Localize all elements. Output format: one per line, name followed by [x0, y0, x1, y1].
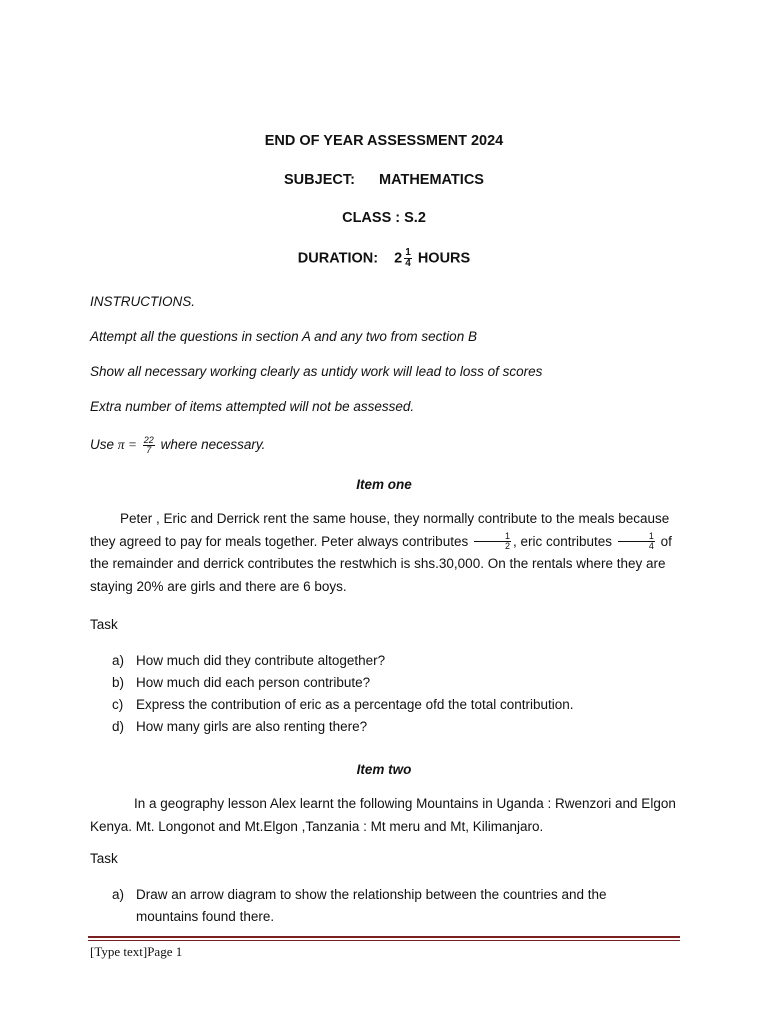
task-item — [112, 672, 672, 694]
eric-fraction-numerator: 1 — [618, 532, 655, 542]
duration-denominator: 4 — [405, 258, 411, 269]
eric-fraction — [618, 532, 655, 551]
duration-label: DURATION: — [297, 250, 379, 267]
task-marker: c) — [112, 697, 124, 712]
footer-rule-thick — [88, 936, 680, 938]
task-item — [112, 694, 672, 716]
class-line — [0, 210, 768, 226]
class-value: S.2 — [404, 210, 426, 226]
item-one-paragraph — [90, 508, 680, 598]
exam-title: END OF YEAR ASSESSMENT 2024 — [264, 133, 504, 149]
pi-instruction — [90, 430, 265, 460]
task-marker: a) — [112, 887, 125, 902]
pi-prefix: Use — [90, 437, 115, 452]
item-two-task-label: Task — [90, 851, 118, 866]
task-item — [112, 650, 672, 672]
item-one-text-2: , eric contributes — [513, 533, 613, 549]
item-one-task-label: Task — [90, 617, 118, 632]
task-text: How much did they contribute altogether? — [136, 653, 386, 668]
item-one-text-1: Peter , Eric and Derrick rent the same house, they normally contribute to the meals because they agreed to pay for meals together. Peter always contributes — [90, 511, 670, 549]
instruction-1: Attempt all the questions in section A and any two from section B — [90, 329, 477, 344]
peter-fraction-numerator: 1 — [474, 532, 511, 542]
pi-denominator: 7 — [146, 444, 152, 455]
task-marker: d) — [112, 719, 125, 734]
duration-unit: HOURS — [417, 250, 471, 267]
item-one-title: Item one — [356, 477, 412, 492]
instructions-title: INSTRUCTIONS. — [90, 294, 196, 309]
instruction-3: Extra number of items attempted will not be assessed. — [90, 399, 415, 414]
task-text: Express the contribution of eric as a percentage ofd the total contribution. — [136, 697, 574, 712]
class-label: CLASS : — [342, 210, 401, 226]
peter-fraction — [474, 532, 511, 551]
task-item — [112, 884, 672, 928]
item-two-task-list — [112, 884, 672, 928]
task-marker: a) — [112, 653, 125, 668]
subject-line — [0, 172, 768, 188]
duration-numerator: 1 — [405, 247, 411, 258]
item-two-paragraph: In a geography lesson Alex learnt the following Mountains in Uganda : Rwenzori and Elgon Kenya. Mt. Longonot and Mt.Elgon ,Tanzania : Mt meru and Mt, Kilimanjaro. — [90, 796, 676, 834]
item-two-title: Item two — [356, 762, 412, 777]
footer-rule-thin — [88, 940, 680, 941]
item-one-text-3: of the remainder and derrick contributes the restwhich is shs.30,000. On the rentals where they are staying 20% are girls and there are 6 boys. — [90, 533, 672, 594]
eric-fraction-denominator: 4 — [648, 541, 654, 552]
task-text: How much did each person contribute? — [136, 675, 371, 690]
task-marker: b) — [112, 675, 125, 690]
pi-numerator: 22 — [143, 434, 154, 445]
task-text: Draw an arrow diagram to show the relationship between the countries and the mountains found there. — [136, 887, 607, 924]
task-text: How many girls are also renting there? — [136, 719, 368, 734]
subject-label: SUBJECT: — [284, 172, 355, 188]
item-one-task-list — [112, 650, 672, 738]
peter-fraction-denominator: 2 — [504, 541, 510, 552]
subject-value: MATHEMATICS — [378, 172, 484, 188]
pi-fraction — [143, 436, 155, 455]
pi-symbol: π = — [117, 437, 138, 452]
duration-whole: 2 — [394, 250, 403, 267]
pi-suffix: where necessary. — [160, 437, 266, 452]
duration-fraction — [404, 248, 412, 269]
duration-line — [0, 248, 768, 269]
page-footer: [Type text]Page 1 — [90, 944, 183, 959]
instruction-2: Show all necessary working clearly as untidy work will lead to loss of scores — [90, 364, 543, 379]
task-item — [112, 716, 672, 738]
